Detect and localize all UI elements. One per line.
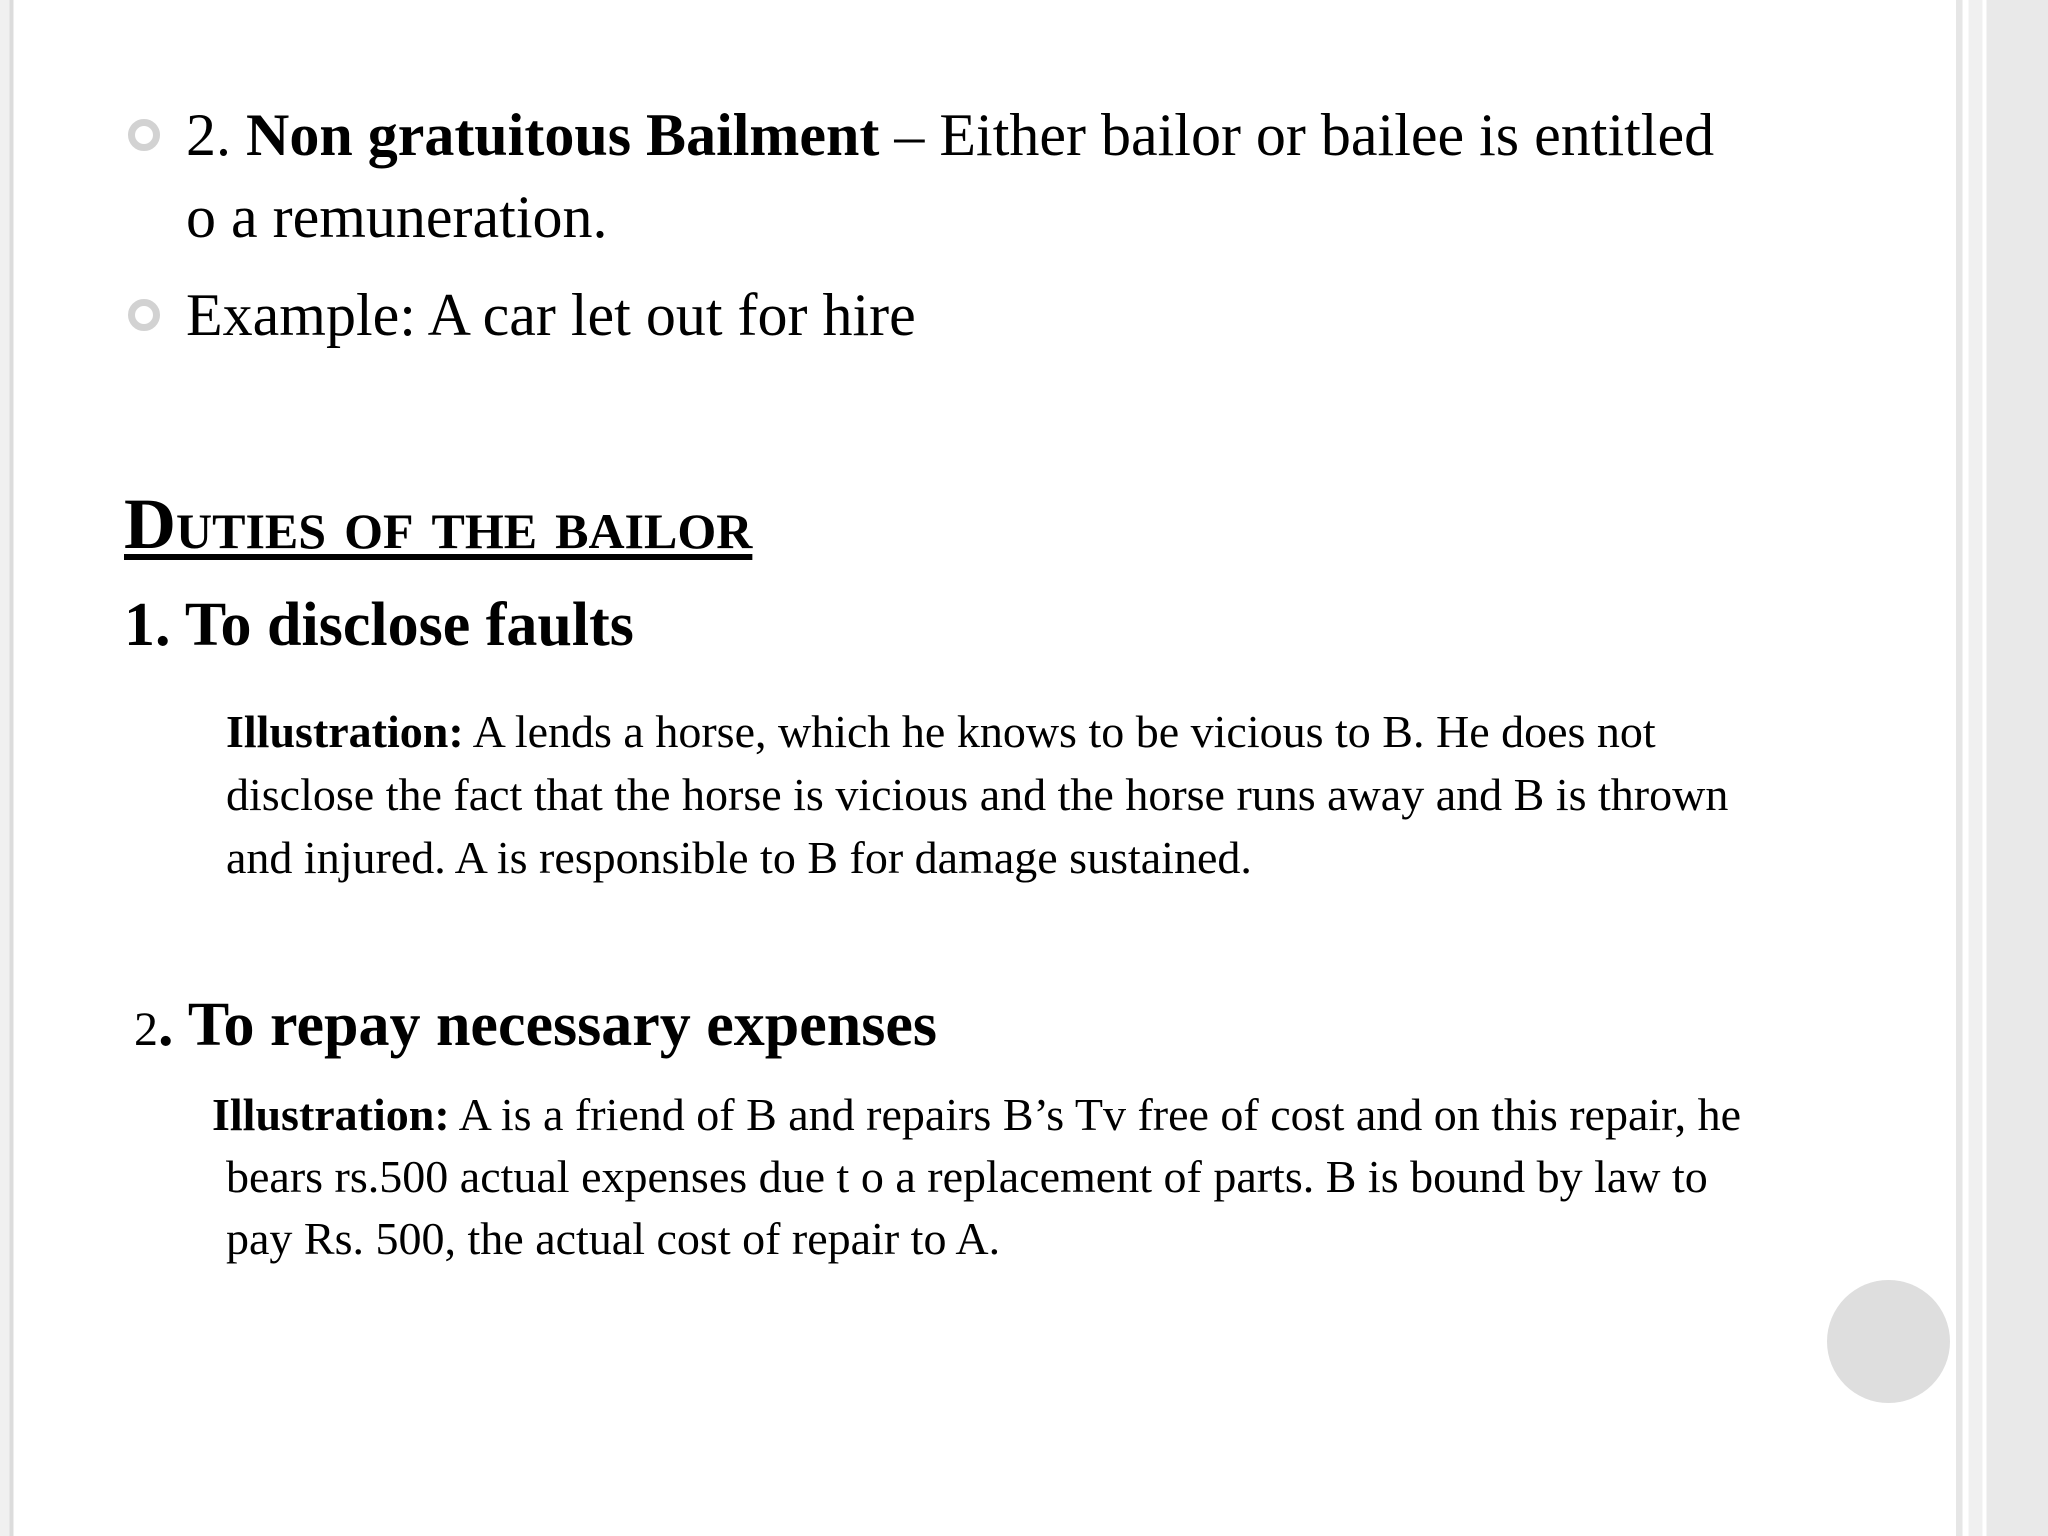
illustration-text: A is a friend of B and repairs B’s Tv free of cost and on this repair, he bbox=[449, 1089, 1742, 1140]
bullet-circle-icon bbox=[128, 299, 160, 331]
duty-number: 2 bbox=[134, 1003, 158, 1056]
illustration-text: A lends a horse, which he knows to be vicious to B. He does not bbox=[463, 706, 1656, 757]
bullet-definition: – Either bailor or bailee is entitled bbox=[879, 102, 1715, 168]
illustration-label: Illustration: bbox=[212, 1089, 450, 1140]
illustration-line bbox=[212, 1083, 1741, 1146]
illustration-line: bears rs.500 actual expenses due t o a replacement of parts. B is bound by law to bbox=[226, 1151, 1708, 1202]
slide-frame-right bbox=[1956, 0, 2048, 1536]
illustration-line: pay Rs. 500, the actual cost of repair to A. bbox=[226, 1213, 1001, 1264]
bullet-non-gratuitous bbox=[186, 94, 1714, 176]
illustration-line: and injured. A is responsible to B for damage sustained. bbox=[226, 832, 1252, 883]
illustration-line: disclose the fact that the horse is vicious and the horse runs away and B is thrown bbox=[226, 769, 1729, 820]
bullet-example: Example: A car let out for hire bbox=[186, 282, 916, 348]
bullet-circle-icon bbox=[128, 119, 160, 151]
duty-title-text: . To repay necessary expenses bbox=[158, 991, 938, 1059]
illustration-label: Illustration: bbox=[226, 706, 464, 757]
slide-nav-circle-button[interactable] bbox=[1827, 1280, 1950, 1403]
bullet-continuation: o a remuneration. bbox=[186, 184, 608, 250]
slide-frame-left bbox=[0, 0, 18, 1536]
section-heading: Duties of the bailor bbox=[124, 484, 753, 564]
bailment-term: Non gratuitous Bailment bbox=[246, 102, 880, 168]
duty-title: 1. To disclose faults bbox=[124, 591, 634, 659]
bullet-number: 2. bbox=[186, 102, 246, 168]
duty-title bbox=[134, 985, 937, 1070]
illustration-line bbox=[226, 700, 1656, 763]
